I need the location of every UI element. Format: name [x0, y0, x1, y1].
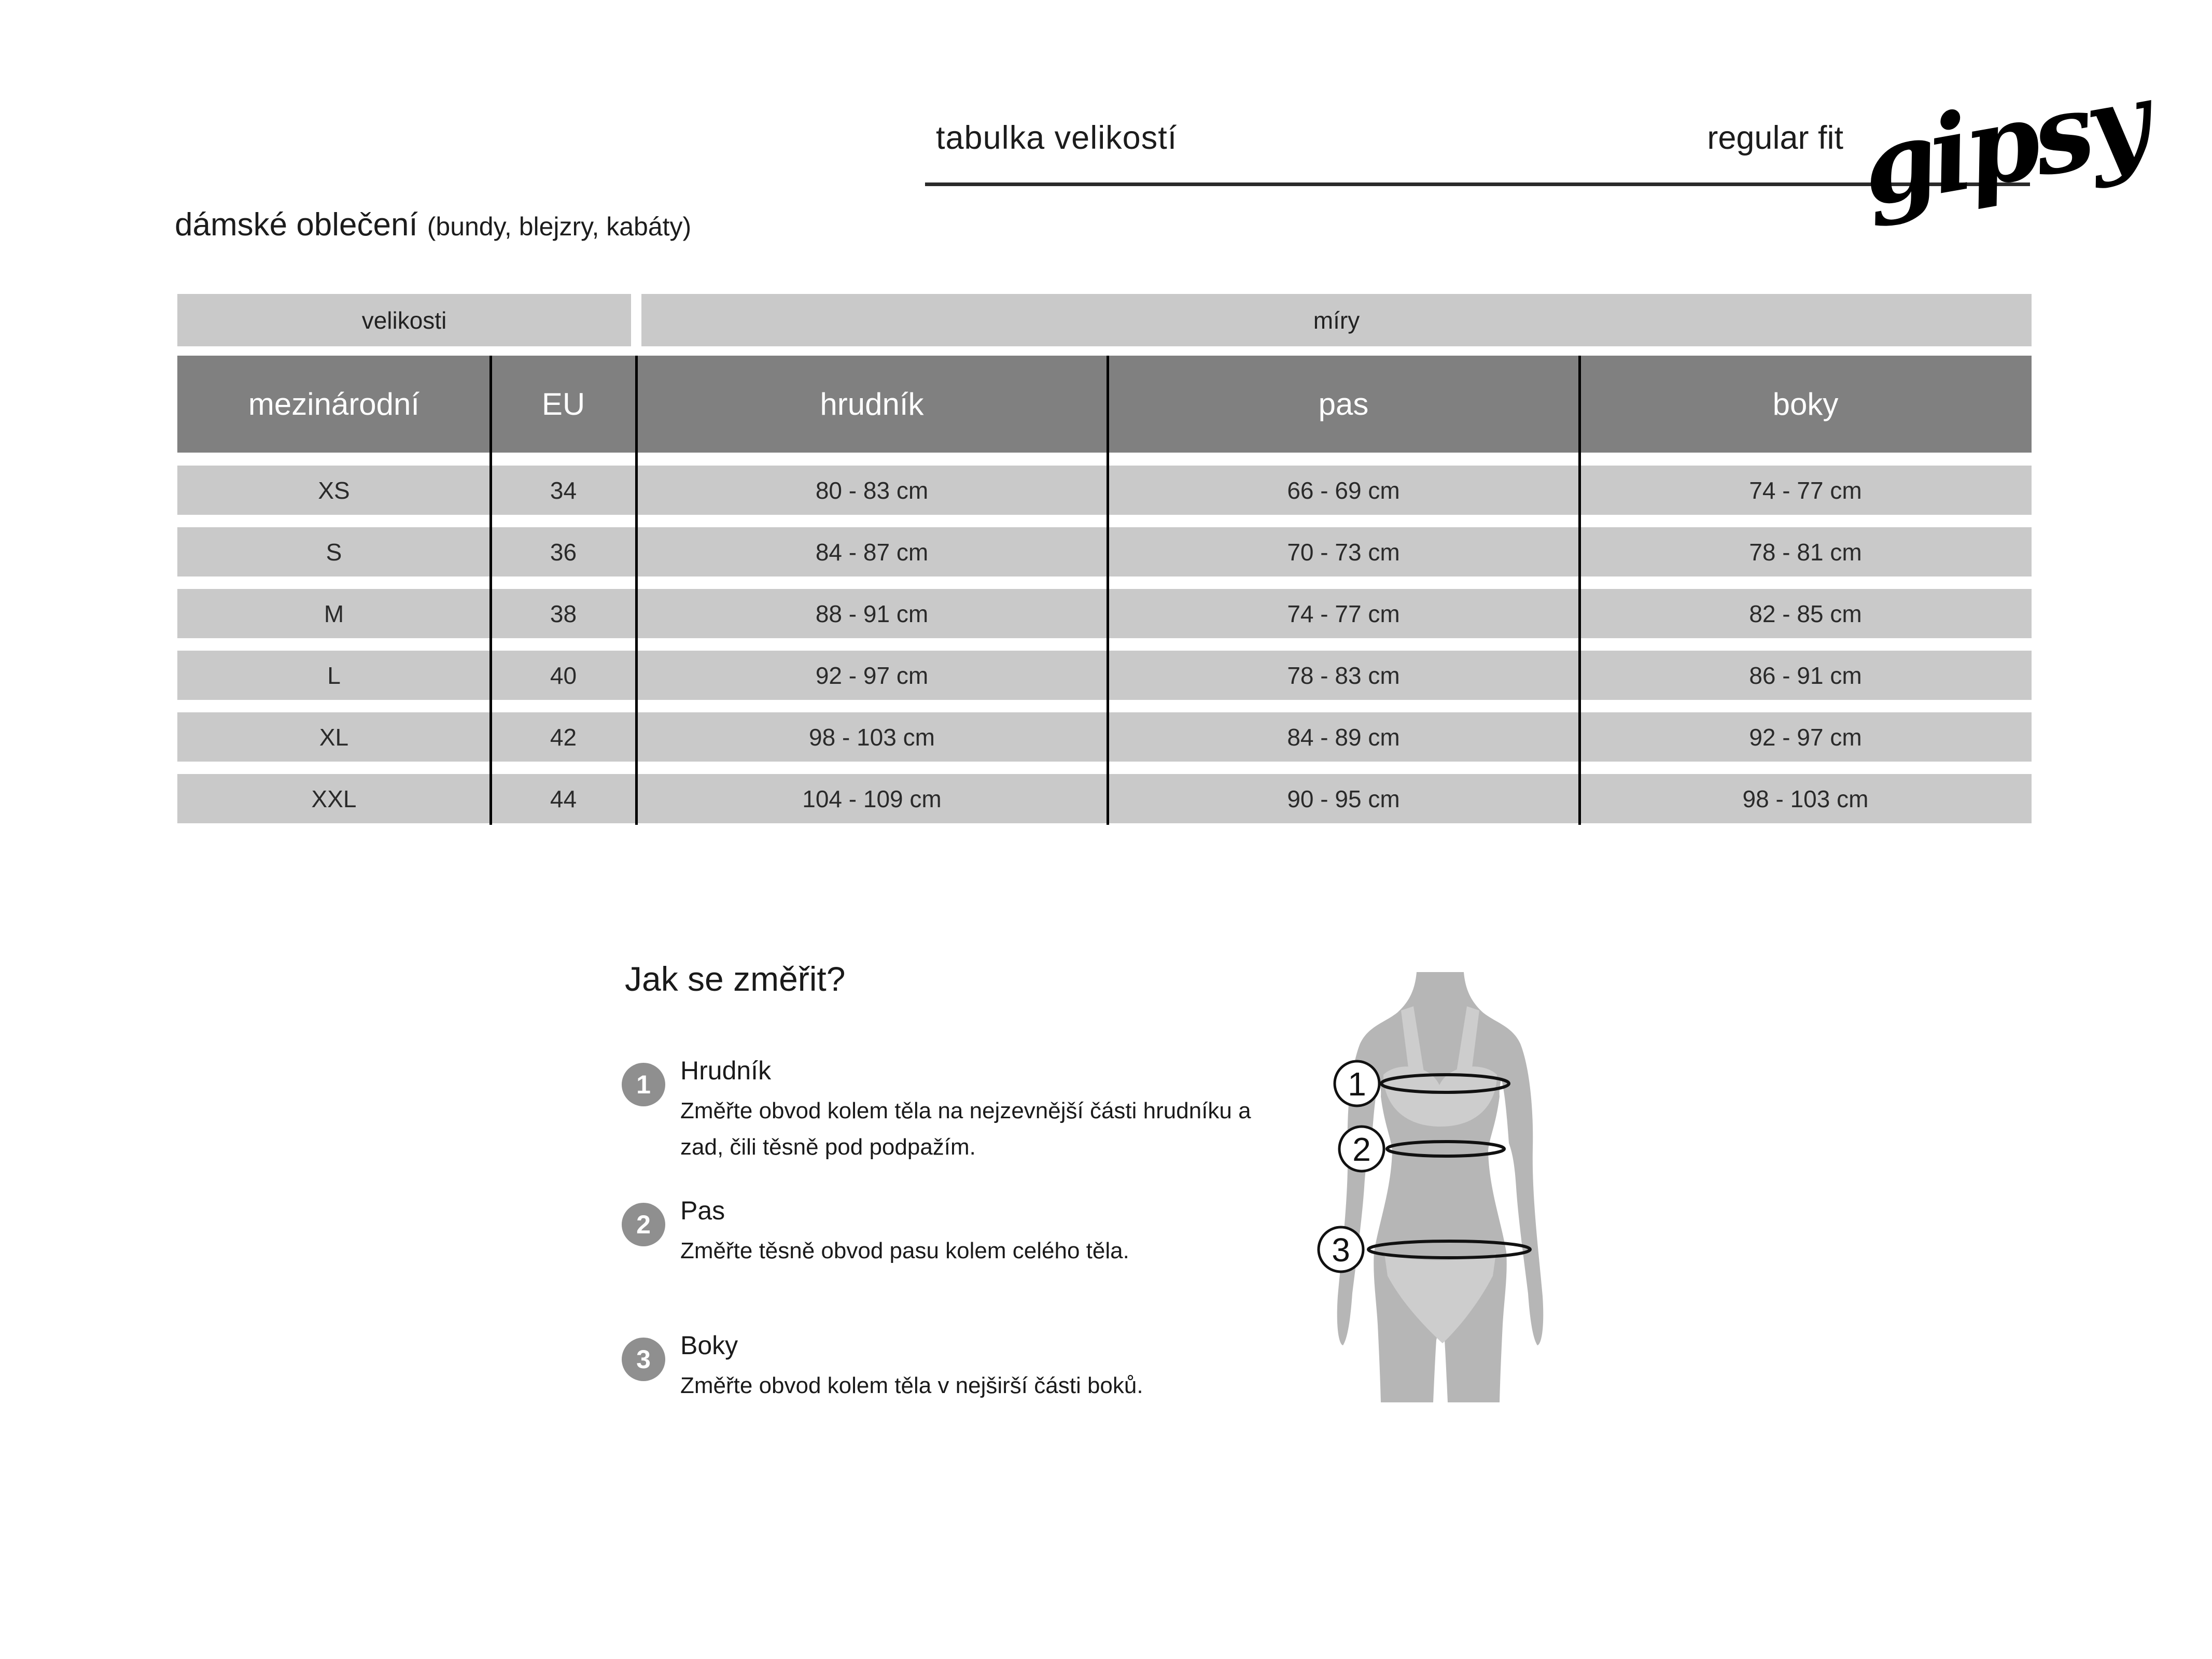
step-number-badge: 3 [622, 1338, 665, 1381]
column-separator [1107, 356, 1109, 825]
table-cell: 86 - 91 cm [1749, 662, 1862, 689]
table-body [177, 466, 2032, 823]
step-description: Změřte obvod kolem těla na nejzevnější části hrudníku a zad, čili těsně pod podpažím. [680, 1098, 1251, 1160]
table-cell: 104 - 109 cm [802, 785, 942, 812]
how-to-item [622, 1056, 1270, 1165]
table-cell: 78 - 81 cm [1749, 538, 1862, 566]
table-cell: XS [318, 476, 350, 504]
gipsy-logo [1852, 57, 2154, 249]
marker-number: 1 [1348, 1065, 1366, 1103]
how-to-item [622, 1196, 1270, 1269]
column-header: boky [1772, 387, 1839, 421]
step-description: Změřte těsně obvod pasu kolem celého těla. [680, 1238, 1129, 1263]
table-cell: 42 [550, 723, 577, 751]
table-row [177, 589, 2032, 638]
table-cell: 74 - 77 cm [1287, 600, 1400, 627]
group-header-measures: míry [641, 294, 2032, 346]
table-cell: 70 - 73 cm [1287, 538, 1400, 566]
step-title: Boky [680, 1331, 738, 1360]
table-row [177, 651, 2032, 700]
marker-number: 2 [1352, 1131, 1371, 1168]
step-number-badge: 2 [622, 1203, 665, 1246]
fit-label: regular fit [1707, 120, 1843, 156]
table-cell: 88 - 91 cm [815, 600, 929, 627]
step-title: Pas [680, 1196, 725, 1225]
page-title: tabulka velikostí [936, 120, 1178, 156]
table-row [177, 527, 2032, 577]
table-cell: 84 - 89 cm [1287, 723, 1400, 751]
step-body [680, 1056, 1270, 1165]
table-cell: M [324, 600, 344, 627]
table-cell: XXL [311, 785, 357, 812]
subtitle-note: (bundy, blejzry, kabáty) [427, 212, 692, 241]
table-cell: 36 [550, 538, 577, 566]
column-header-row [177, 356, 2032, 453]
table-cell: 92 - 97 cm [815, 662, 929, 689]
column-header: mezinárodní [248, 387, 420, 421]
table-row [177, 712, 2032, 762]
table-cell: 34 [550, 476, 577, 504]
table-cell: L [327, 662, 341, 689]
group-header-row [177, 294, 2032, 346]
column-header: hrudník [820, 387, 924, 421]
column-header: pas [1318, 387, 1369, 421]
table-cell: 92 - 97 cm [1749, 723, 1862, 751]
column-separator [635, 356, 638, 825]
marker-number: 3 [1332, 1231, 1350, 1269]
table-cell: 98 - 103 cm [1742, 785, 1869, 812]
body-figure [1307, 972, 1569, 1402]
how-to-item [622, 1330, 1270, 1404]
table-cell: S [326, 538, 342, 566]
group-header-sizes: velikosti [177, 294, 631, 346]
size-table [177, 294, 2032, 823]
step-body [680, 1196, 1270, 1269]
step-body [680, 1330, 1270, 1404]
table-cell: 90 - 95 cm [1287, 785, 1400, 812]
step-number-badge: 1 [622, 1063, 665, 1106]
column-separator [489, 356, 492, 825]
table-cell: 78 - 83 cm [1287, 662, 1400, 689]
table-cell: 40 [550, 662, 577, 689]
table-row [177, 774, 2032, 823]
table-cell: 74 - 77 cm [1749, 476, 1862, 504]
table-cell: 38 [550, 600, 577, 627]
page-subtitle [175, 206, 691, 243]
table-cell: 44 [550, 785, 577, 812]
table-cell: XL [319, 723, 349, 751]
table-row [177, 466, 2032, 515]
table-cell: 98 - 103 cm [809, 723, 935, 751]
subtitle-main: dámské oblečení [175, 207, 418, 243]
column-header: EU [541, 387, 585, 421]
how-to-heading: Jak se změřit? [625, 960, 846, 998]
step-description: Změřte obvod kolem těla v nejširší části boků. [680, 1373, 1143, 1398]
column-separator [1578, 356, 1581, 825]
table-cell: 82 - 85 cm [1749, 600, 1862, 627]
table-cell: 84 - 87 cm [815, 538, 929, 566]
table-cell: 80 - 83 cm [815, 476, 929, 504]
gipsy-logo-text: gipsy [1852, 59, 2154, 231]
table-cell: 66 - 69 cm [1287, 476, 1400, 504]
step-title: Hrudník [680, 1056, 772, 1085]
